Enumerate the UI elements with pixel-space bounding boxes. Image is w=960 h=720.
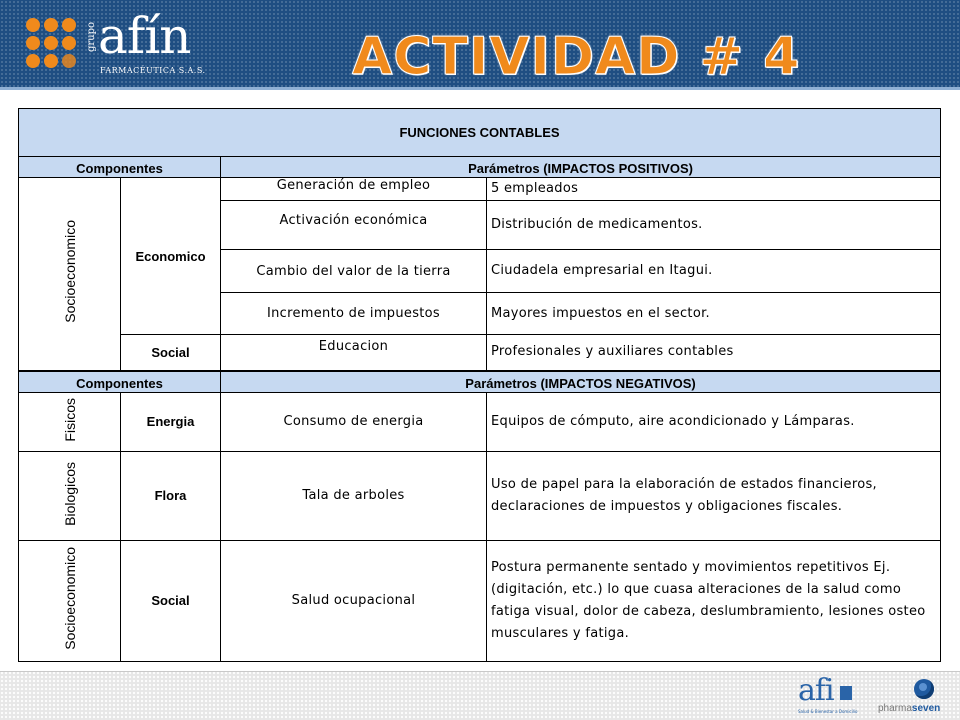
- pharmaseven-logo: pharmaseven: [876, 677, 944, 717]
- parameter-cell: Generación de empleo: [221, 178, 487, 201]
- footer-band: [0, 671, 960, 720]
- parameter-cell: Consumo de energia: [221, 392, 487, 451]
- positive-impacts-header: Parámetros (IMPACTOS POSITIVOS): [221, 157, 941, 178]
- group-biologicos: Biologicos: [19, 451, 121, 540]
- components-header-positive: Componentes: [19, 157, 221, 178]
- description-cell: Postura permanente sentado y movimientos repetitivos Ej. (digitación, etc.) lo que cuasa alteraciones de la salud como fatiga visual, dolor de cabeza, deslumbramiento, lesiones osteo musculares y fatiga.: [487, 540, 941, 661]
- subgroup-flora: Flora: [121, 451, 221, 540]
- impacts-table: [18, 108, 941, 662]
- slide-title: ACTIVIDAD # 4: [352, 27, 801, 87]
- header-band: [0, 0, 960, 90]
- logo-grupo-text: grupo: [86, 21, 97, 52]
- afin-logo: [26, 7, 206, 76]
- table-title: FUNCIONES CONTABLES: [19, 109, 941, 157]
- pharmaseven-ball-icon: [914, 679, 934, 699]
- parameter-cell: Incremento de impuestos: [221, 293, 487, 335]
- description-cell: Mayores impuestos en el sector.: [487, 293, 941, 335]
- description-cell: Profesionales y auxiliares contables: [487, 335, 941, 371]
- description-cell: 5 empleados: [487, 178, 941, 201]
- logo-name: afín: [98, 7, 191, 65]
- parameter-cell: Tala de arboles: [221, 451, 487, 540]
- negative-impacts-header: Parámetros (IMPACTOS NEGATIVOS): [221, 371, 941, 393]
- description-cell: Ciudadela empresarial en Itagui.: [487, 250, 941, 293]
- afi-logo: afi Salud & Bienestar a Domicilio: [798, 673, 858, 714]
- group-socioeconomico-positive: Socioeconomico: [19, 178, 121, 371]
- subgroup-economico: Economico: [121, 178, 221, 335]
- description-cell: Equipos de cómputo, aire acondicionado y Lámparas.: [487, 392, 941, 451]
- subgroup-social-positive: Social: [121, 335, 221, 371]
- subgroup-energia: Energia: [121, 392, 221, 451]
- group-socioeconomico-negative: Socioeconomico: [19, 540, 121, 661]
- logo-dots-icon: [26, 18, 80, 72]
- parameter-cell: Activación económica: [221, 201, 487, 250]
- components-header-negative: Componentes: [19, 371, 221, 393]
- description-cell: Uso de papel para la elaboración de estados financieros, declaraciones de impuestos y obligaciones fiscales.: [487, 451, 941, 540]
- parameter-cell: Cambio del valor de la tierra: [221, 250, 487, 293]
- description-cell: Distribución de medicamentos.: [487, 201, 941, 250]
- group-fisicos: Fisicos: [19, 392, 121, 451]
- subgroup-social-negative: Social: [121, 540, 221, 661]
- parameter-cell: Salud ocupacional: [221, 540, 487, 661]
- logo-subtitle: FARMACÉUTICA S.A.S.: [100, 66, 206, 75]
- parameter-cell: Educacion: [221, 335, 487, 371]
